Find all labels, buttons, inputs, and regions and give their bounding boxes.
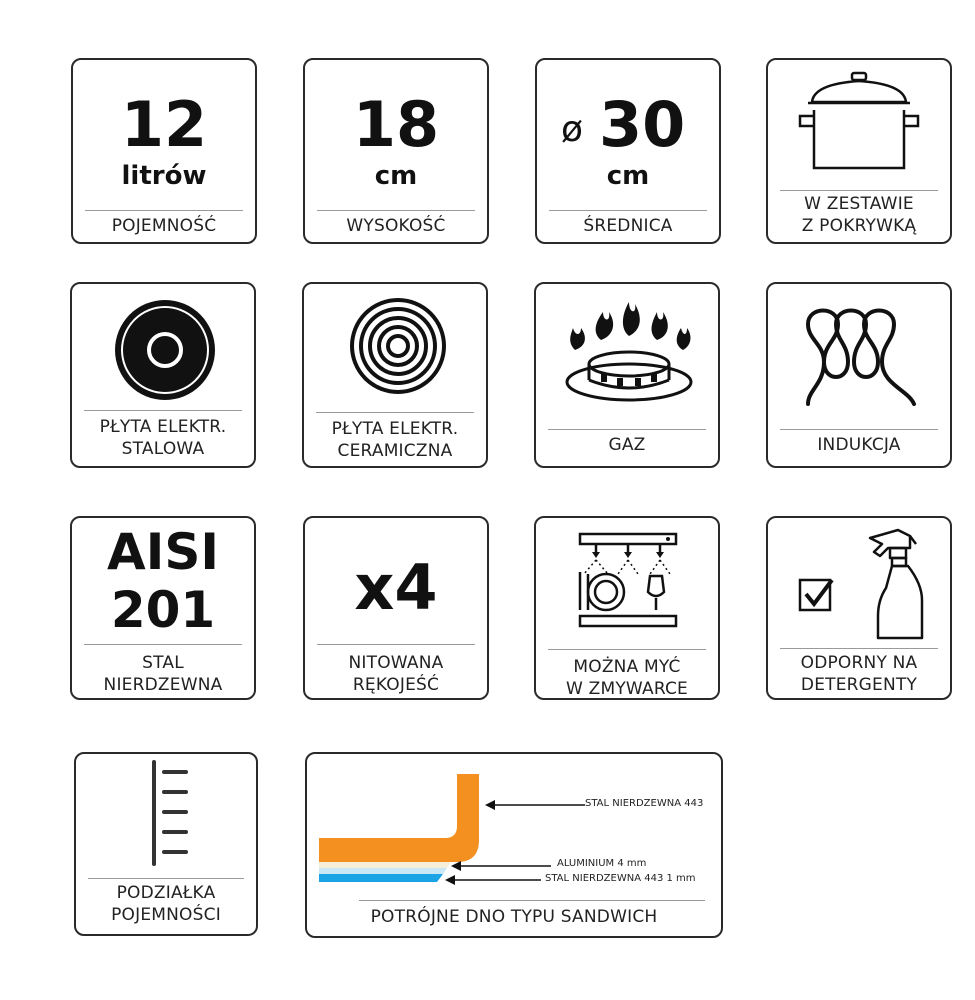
divider — [84, 644, 242, 645]
scale-caption-line1: PODZIAŁKA — [116, 883, 216, 903]
steel-line1: AISI — [107, 523, 219, 581]
divider — [548, 429, 706, 430]
dishwasher-icon — [576, 530, 680, 632]
sandwich-card — [305, 752, 723, 938]
diameter-value: 30 — [599, 88, 686, 161]
detergent-caption-line2: DETERGENTY — [800, 675, 918, 695]
scale-card — [74, 752, 258, 936]
divider — [359, 900, 705, 901]
divider — [780, 429, 938, 430]
lid-card — [766, 58, 952, 244]
height-unit: cm — [374, 161, 418, 191]
divider — [780, 648, 938, 649]
layer-mid-label: ALUMINIUM 4 mm — [557, 858, 647, 869]
divider — [84, 410, 242, 411]
dishwasher-caption-line2: W ZMYWARCE — [566, 679, 688, 699]
steel-caption-line2: NIERDZEWNA — [103, 675, 223, 695]
height-card — [303, 58, 489, 244]
height-caption: WYSOKOŚĆ — [346, 216, 446, 236]
arrow-left-icon — [485, 799, 585, 811]
rivets-card — [303, 516, 489, 700]
ceramic-plate-icon — [348, 296, 448, 396]
induction-card — [766, 282, 952, 468]
ceramic-plate-caption-line1: PŁYTA ELEKTR. — [331, 419, 459, 439]
checkbox-checked-icon — [798, 576, 836, 612]
diameter-caption: ŚREDNICA — [583, 216, 673, 236]
pot-with-lid-icon — [796, 70, 926, 174]
induction-coil-icon — [804, 304, 918, 408]
detergent-card — [766, 516, 952, 700]
measuring-scale-icon — [146, 758, 196, 868]
ceramic-plate-card — [302, 282, 488, 468]
steel-card — [70, 516, 256, 700]
sandwich-caption: POTRÓJNE DNO TYPU SANDWICH — [370, 907, 658, 927]
electric-plate-icon — [113, 298, 217, 402]
gas-caption: GAZ — [608, 435, 646, 455]
lid-caption-line2: Z POKRYWKĄ — [801, 216, 917, 236]
layer-top-label: STAL NIERDZEWNA 443 — [585, 798, 704, 809]
capacity-value: 12 — [120, 88, 208, 161]
steel-plate-caption-line2: STALOWA — [121, 439, 205, 459]
divider — [88, 878, 244, 879]
spray-bottle-icon — [864, 526, 928, 642]
ceramic-plate-caption-line2: CERAMICZNA — [337, 441, 453, 461]
capacity-card — [71, 58, 257, 244]
rivets-caption-line2: RĘKOJEŚĆ — [352, 675, 440, 695]
gas-burner-icon — [559, 298, 699, 408]
divider — [780, 190, 938, 191]
scale-caption-line2: POJEMNOŚCI — [111, 905, 221, 925]
dishwasher-card — [534, 516, 720, 700]
diameter-unit: cm — [606, 161, 650, 191]
rivets-caption-line1: NITOWANA — [348, 653, 444, 673]
dishwasher-caption-line1: MOŻNA MYĆ — [573, 657, 681, 677]
diameter-card — [535, 58, 721, 244]
diameter-symbol: ø — [561, 109, 584, 150]
divider — [317, 644, 475, 645]
steel-caption-line1: STAL — [142, 653, 184, 673]
steel-line2: 201 — [110, 581, 216, 639]
lid-caption-line1: W ZESTAWIE — [804, 194, 914, 214]
capacity-unit: litrów — [121, 161, 207, 191]
divider — [548, 649, 706, 650]
height-value: 18 — [352, 88, 440, 161]
divider — [85, 210, 243, 211]
capacity-caption: POJEMNOŚĆ — [111, 216, 217, 236]
arrow-left-icon — [445, 874, 541, 886]
rivets-value: x4 — [354, 551, 438, 624]
steel-plate-caption-line1: PŁYTA ELEKTR. — [99, 417, 227, 437]
divider — [549, 210, 707, 211]
detergent-caption-line1: ODPORNY NA — [800, 653, 918, 673]
layer-bottom-label: STAL NIERDZEWNA 443 1 mm — [545, 873, 696, 884]
gas-card — [534, 282, 720, 468]
induction-caption: INDUKCJA — [817, 435, 901, 455]
divider — [317, 210, 475, 211]
arrow-left-icon — [451, 860, 551, 872]
divider — [316, 412, 474, 413]
steel-plate-card — [70, 282, 256, 468]
